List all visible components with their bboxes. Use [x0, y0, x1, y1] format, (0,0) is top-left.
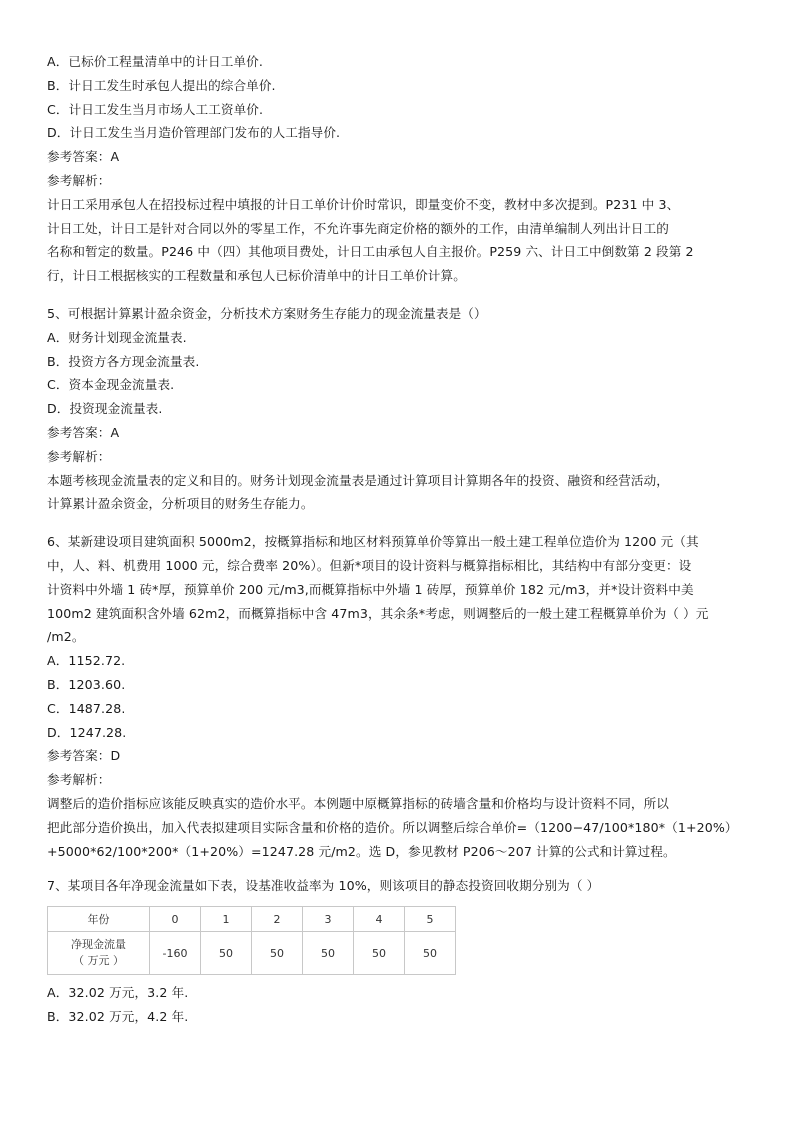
spacer — [47, 288, 759, 302]
analysis-line: 计日工处，计日工是针对合同以外的零星工作，不允许事先商定价格的额外的工作，由清单编制人列出计日工的 — [47, 220, 669, 236]
option-b: B．1203.60. — [47, 676, 126, 692]
option-b: B．计日工发生时承包人提出的综合单价. — [47, 77, 276, 93]
analysis-text — [47, 792, 759, 863]
analysis-text — [47, 193, 759, 288]
question-line: 计资料中外墙 1 砖*厚，预算单价 200 元/m3,而概算指标中外墙 1 砖厚，预算单价 182 元/m3，并*设计资料中美 — [47, 581, 694, 597]
option-c: C．1487.28. — [47, 700, 126, 716]
table-row — [48, 932, 456, 975]
question-line: 中，人、料、机费用 1000 元，综合费率 20%）。但新*项目的设计资料与概算指标相比，其结构中有部分变更：设 — [47, 557, 692, 573]
table-header-cell: 2 — [252, 907, 303, 932]
table-cell: 50 — [252, 932, 303, 975]
table-cell: 50 — [303, 932, 354, 975]
question-5-stem: 5、可根据计算累计盈余资金，分析技术方案财务生存能力的现金流量表是（） — [47, 305, 487, 321]
row-label-line: 净现金流量 — [71, 938, 126, 952]
table-header-cell: 5 — [405, 907, 456, 932]
question-5-options — [47, 326, 759, 421]
table-header-row — [48, 907, 456, 932]
analysis-line: 本题考核现金流量表的定义和目的。财务计划现金流量表是通过计算项目计算期各年的投资、融资和经营活动， — [47, 472, 669, 488]
analysis-label: 参考解析： — [47, 172, 111, 188]
answer-label: 参考答案：A — [47, 149, 120, 165]
analysis-line: 名称和暂定的数量。P246 中（四）其他项目费处，计日工由承包人自主报价。P259 六、计日工中倒数第 2 段第 2 — [47, 244, 694, 260]
option-b: B．32.02 万元，4.2 年. — [47, 1008, 189, 1024]
option-d: D．投资现金流量表. — [47, 401, 163, 417]
analysis-line: 计算累计盈余资金，分析项目的财务生存能力。 — [47, 496, 314, 512]
cash-flow-table — [47, 906, 456, 975]
question-6-options — [47, 649, 759, 744]
option-c: C．资本金现金流量表. — [47, 377, 175, 393]
analysis-line: 调整后的造价指标应该能反映真实的造价水平。本例题中原概算指标的砖墙含量和价格均与设计资料不同，所以 — [47, 795, 669, 811]
option-d: D．1247.28. — [47, 724, 127, 740]
option-a: A．1152.72. — [47, 653, 126, 669]
spacer — [47, 516, 759, 530]
question-line: 100m2 建筑面积含外墙 62m2，而概算指标中含 47m3，其余条*考虑，则调整后的一般土建工程概算单价为（ ）元 — [47, 605, 709, 621]
analysis-label: 参考解析： — [47, 772, 111, 788]
document-page — [47, 50, 759, 1029]
table-cell: 50 — [405, 932, 456, 975]
option-d: D．计日工发生当月造价管理部门发布的人工指导价. — [47, 125, 341, 141]
question-4-options — [47, 50, 759, 145]
table-cell: -160 — [150, 932, 201, 975]
question-7-stem: 7、某项目各年净现金流量如下表，设基准收益率为 10%，则该项目的静态投资回收期分别为（ ） — [47, 878, 600, 894]
analysis-label: 参考解析： — [47, 448, 111, 464]
question-line: /m2。 — [47, 629, 85, 645]
row-label-line: （ 万元 ） — [73, 954, 124, 968]
option-a: A．32.02 万元，3.2 年. — [47, 985, 189, 1001]
table-row-label — [48, 932, 150, 975]
option-a: A．财务计划现金流量表. — [47, 329, 187, 345]
analysis-line: 把此部分造价换出，加入代表拟建项目实际含量和价格的造价。所以调整后综合单价=（1200−47/100*180*（1+20%） — [47, 819, 738, 835]
question-6-stem — [47, 530, 759, 649]
analysis-line: 计日工采用承包人在招投标过程中填报的计日工单价计价时常识，即量变价不变，教材中多次提到。P231 中 3、 — [47, 196, 680, 212]
table-cell: 50 — [354, 932, 405, 975]
table-header-cell: 0 — [150, 907, 201, 932]
analysis-line: +5000*62/100*200*（1+20%）=1247.28 元/m2。选 D，参见教材 P206～207 计算的公式和计算过程。 — [47, 843, 676, 859]
table-header-cell: 年份 — [48, 907, 150, 932]
table-header-cell: 4 — [354, 907, 405, 932]
analysis-text — [47, 469, 759, 517]
analysis-line: 行，计日工根据核实的工程数量和承包人已标价清单中的计日工单价计算。 — [47, 268, 466, 284]
answer-label: 参考答案：A — [47, 424, 120, 440]
option-b: B．投资方各方现金流量表. — [47, 353, 200, 369]
question-7-options — [47, 981, 759, 1029]
table-header-cell: 1 — [201, 907, 252, 932]
table-header-cell: 3 — [303, 907, 354, 932]
option-a: A．已标价工程量清单中的计日工单价. — [47, 54, 263, 69]
spacer — [47, 863, 759, 874]
table-cell: 50 — [201, 932, 252, 975]
answer-label: 参考答案：D — [47, 748, 121, 764]
option-c: C．计日工发生当月市场人工工资单价. — [47, 101, 264, 117]
question-line: 6、某新建设项目建筑面积 5000m2，按概算指标和地区材料预算单价等算出一般土建工程单位造价为 1200 元（其 — [47, 534, 699, 550]
